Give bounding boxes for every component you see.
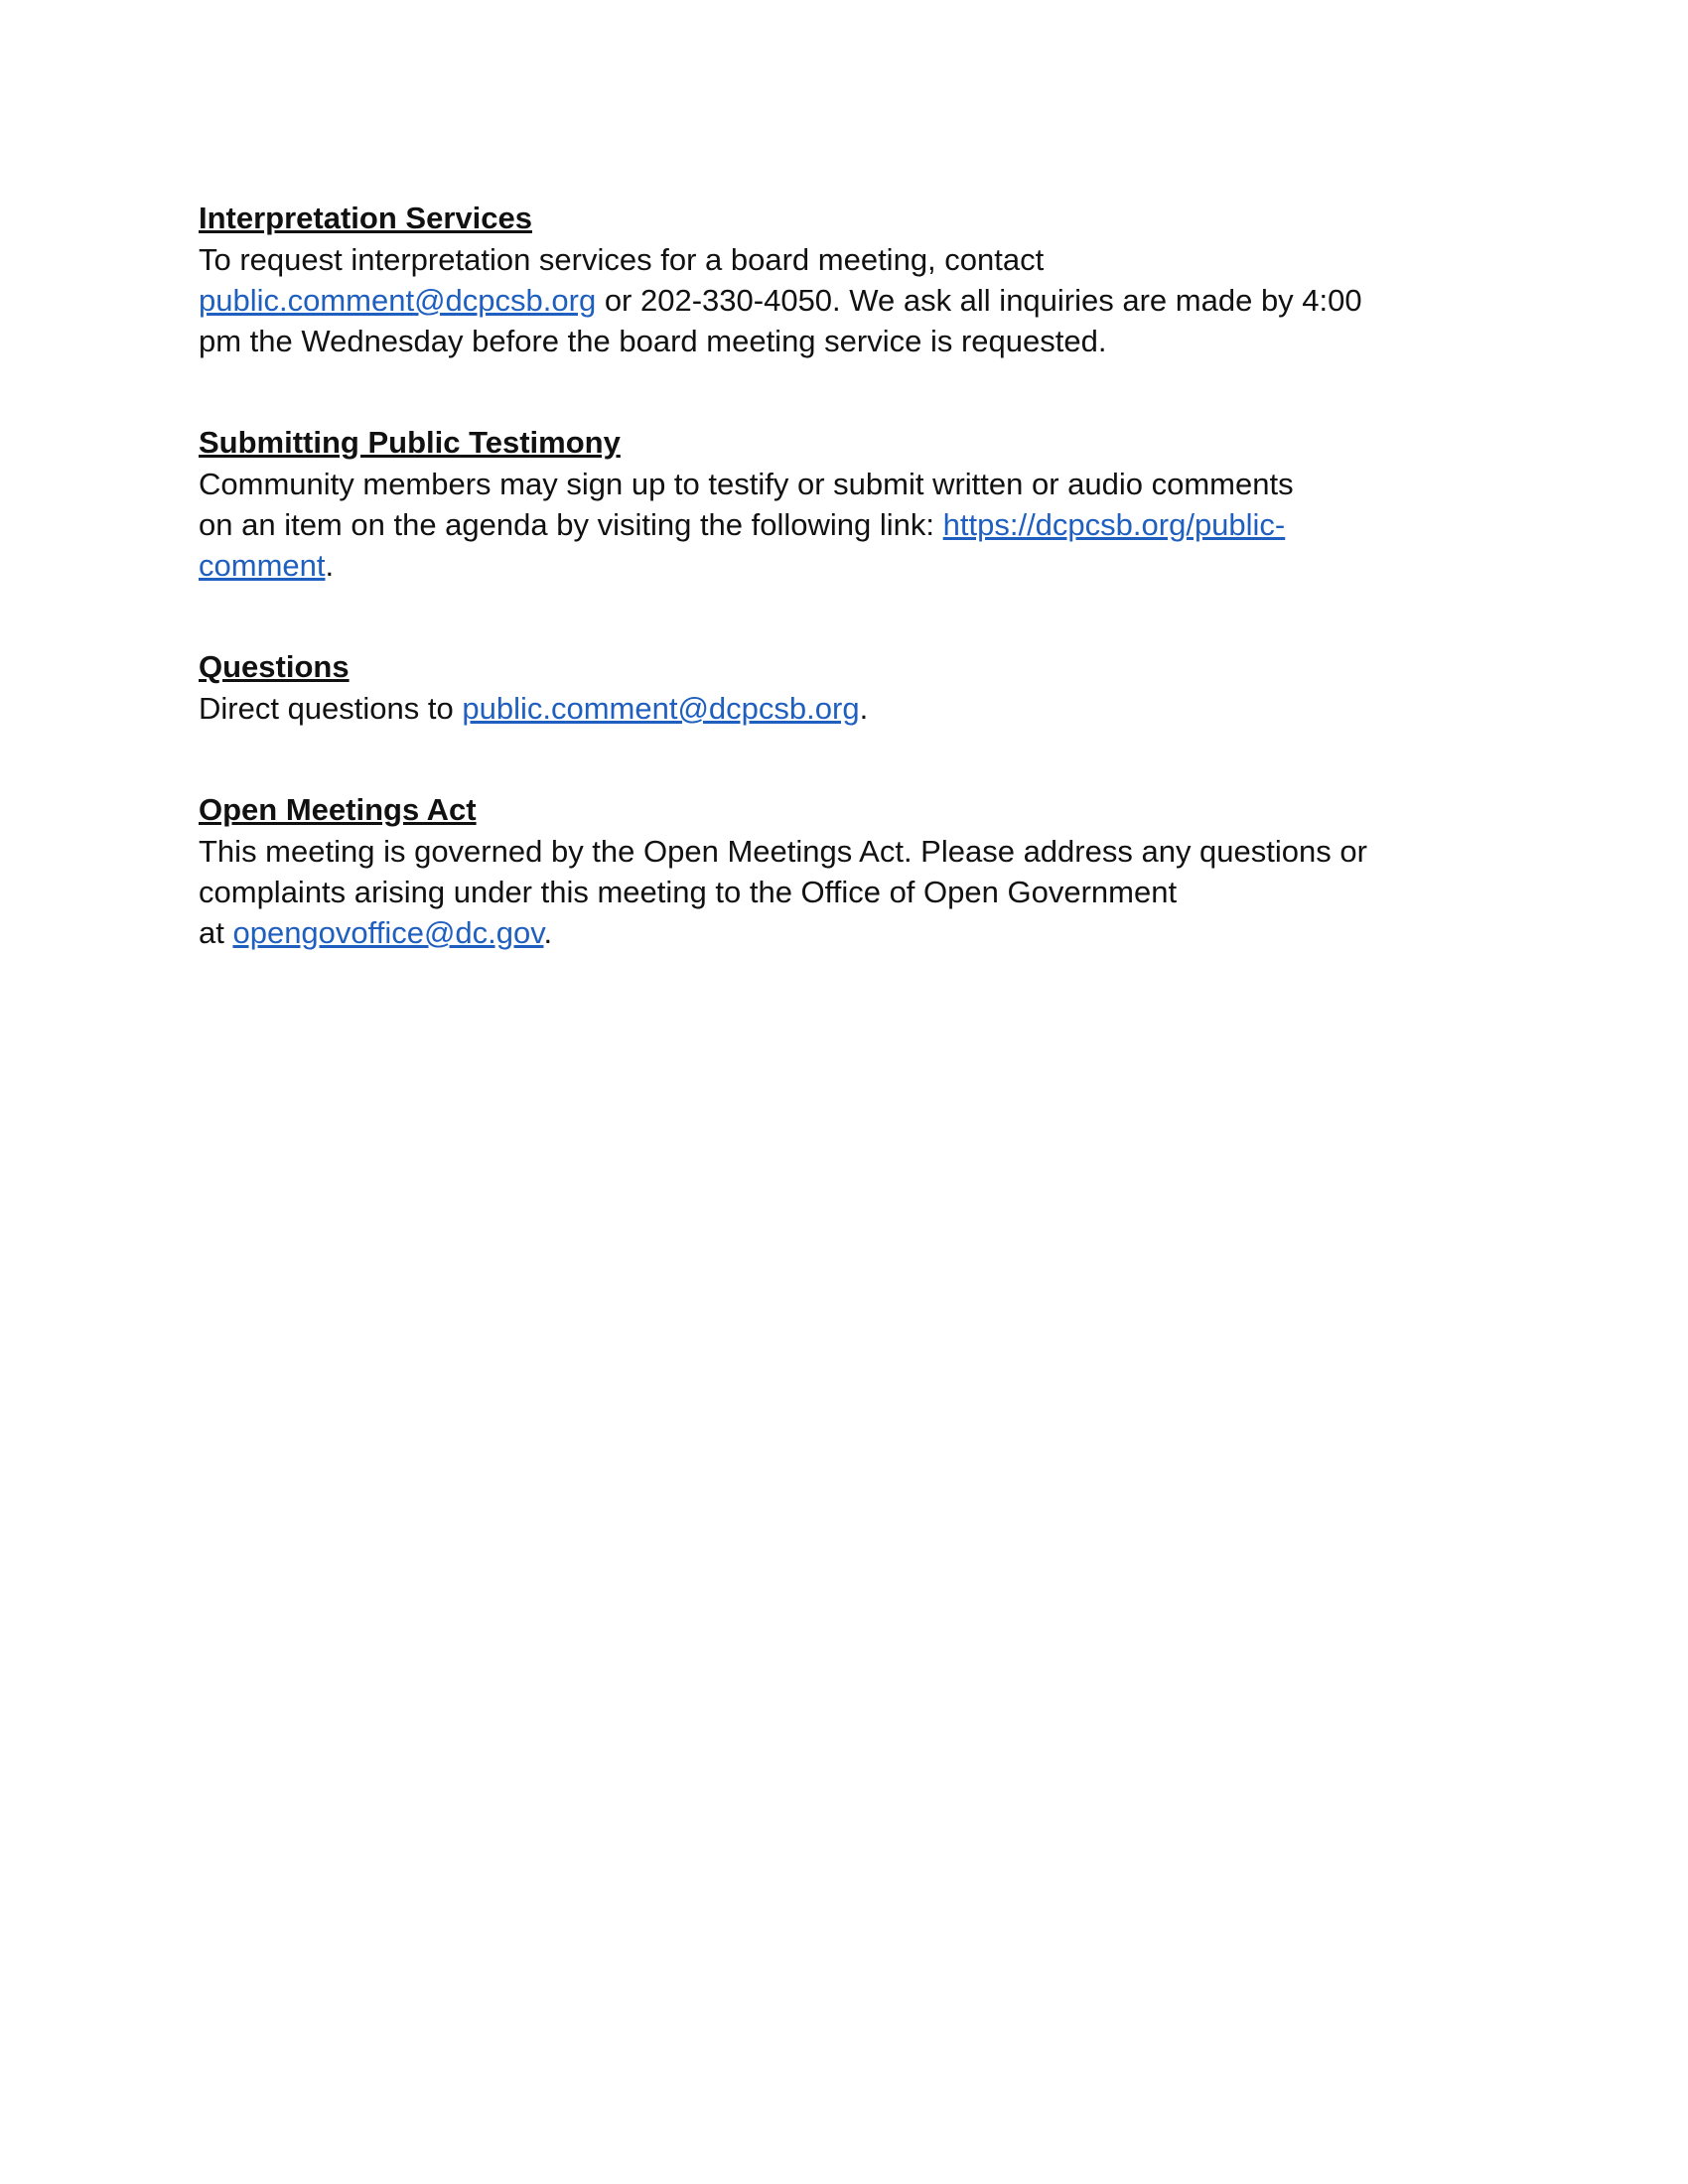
public-comment-link-part-1[interactable]: https://dcpcsb.org/public- <box>942 507 1286 542</box>
section-questions <box>199 645 1499 729</box>
testimony-line-2-text: on an item on the agenda by visiting the following link: <box>199 507 943 542</box>
interpretation-email-link[interactable]: public.comment@dcpcsb.org <box>199 283 597 318</box>
public-comment-link-part-2[interactable]: comment <box>199 548 326 583</box>
open-meetings-at: at <box>199 915 233 950</box>
open-meetings-line-3 <box>199 912 1499 953</box>
interpretation-line-3: pm the Wednesday before the board meeting service is requested. <box>199 324 1107 358</box>
testimony-line-2 <box>199 504 1499 545</box>
testimony-line-3 <box>199 545 1499 586</box>
interpretation-line-1: To request interpretation services for a board meeting, contact <box>199 242 1045 277</box>
questions-email-link[interactable]: public.comment@dcpcsb.org <box>462 691 860 726</box>
questions-text: Direct questions to <box>199 691 463 726</box>
section-interpretation-services <box>199 197 1499 361</box>
open-gov-email-link[interactable]: opengovoffice@dc.gov <box>232 915 544 950</box>
section-open-meetings-act <box>199 788 1499 953</box>
open-meetings-line-2: complaints arising under this meeting to the Office of Open Government <box>199 875 1178 909</box>
heading-questions: Questions <box>199 649 350 684</box>
questions-line <box>199 688 1499 729</box>
document-page <box>199 197 1499 953</box>
testimony-period: . <box>325 548 335 583</box>
open-meetings-line-1: This meeting is governed by the Open Meetings Act. Please address any questions or <box>199 834 1367 869</box>
section-public-testimony <box>199 421 1499 586</box>
interpretation-line-2 <box>199 280 1499 321</box>
heading-interpretation-services: Interpretation Services <box>199 201 532 235</box>
open-meetings-period: . <box>543 915 553 950</box>
interpretation-line-2-text: or 202-330-4050. We ask all inquiries are made by 4:00 <box>596 283 1362 318</box>
heading-public-testimony: Submitting Public Testimony <box>199 425 621 460</box>
heading-open-meetings-act: Open Meetings Act <box>199 792 477 827</box>
questions-period: . <box>859 691 869 726</box>
testimony-line-1: Community members may sign up to testify or submit written or audio comments <box>199 467 1294 501</box>
